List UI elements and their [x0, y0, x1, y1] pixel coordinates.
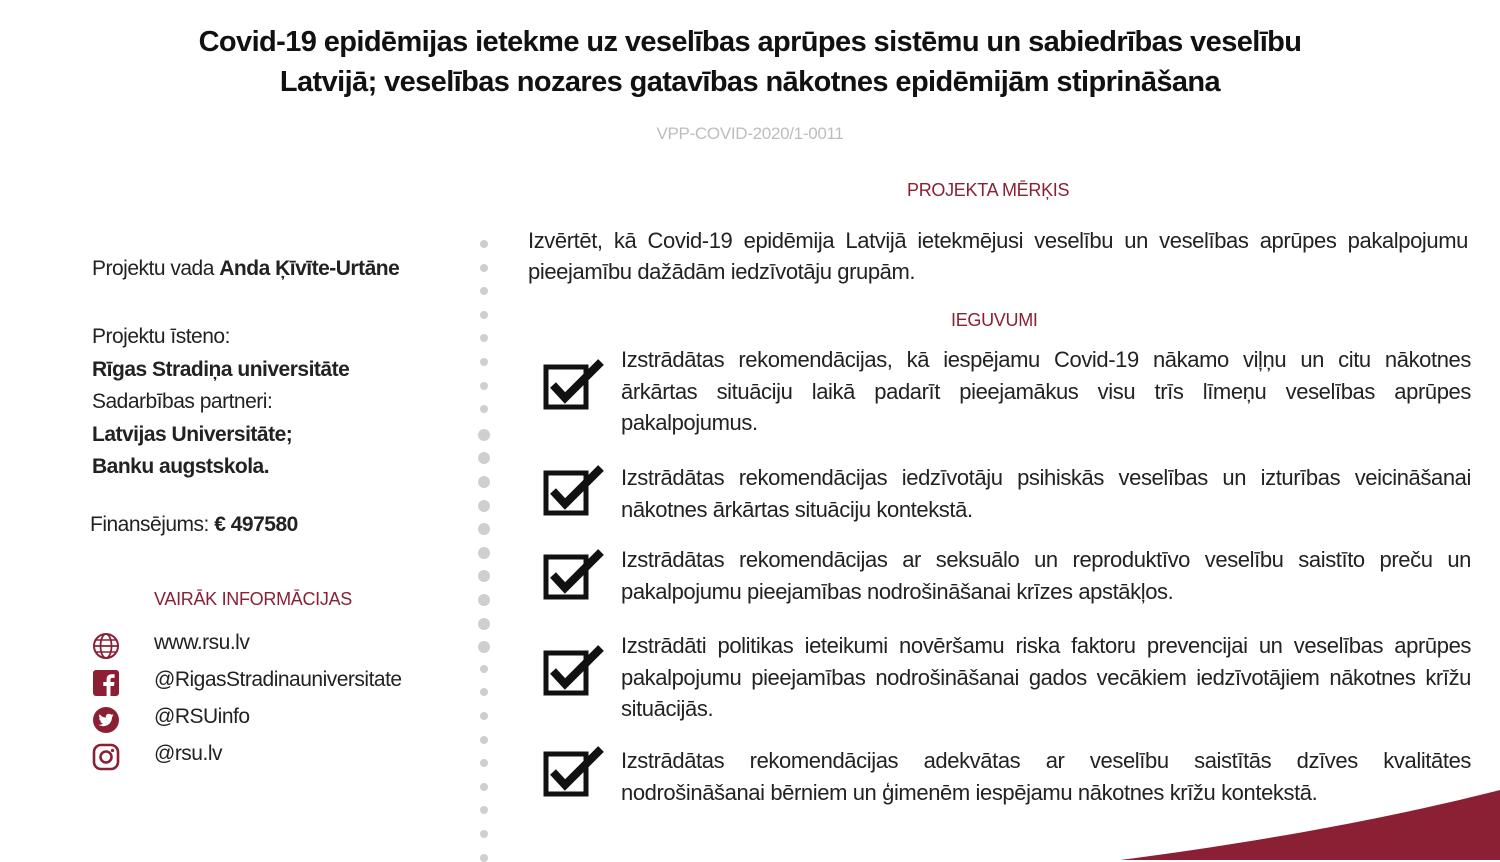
- contact-website[interactable]: [92, 629, 472, 661]
- divider-dot: [478, 476, 490, 488]
- divider-dot: [480, 264, 488, 272]
- checkbox-checked-icon: [543, 464, 605, 518]
- partners-label: Sadarbības partneri:: [92, 390, 273, 413]
- goal-heading: PROJEKTA MĒRĶIS: [907, 180, 1070, 200]
- page-title-line-1: Covid-19 epidēmijas ietekme uz veselības aprūpes sistēmu un sabiedrības veselību: [198, 26, 1302, 58]
- contact-twitter[interactable]: [92, 703, 472, 735]
- divider-dot: [480, 830, 488, 838]
- benefit-text: Izstrādātas rekomendācijas, kā iespējamu Covid-19 nākamo viļņu un citu nākotnes ārkārtas situāciju laikā padarīt pieejamākus visu trīs līmeņu veselības aprūpes pakalpojumus.: [621, 347, 1471, 435]
- dotted-divider: [478, 236, 490, 860]
- implementer-name: Rīgas Stradiņa universitāte: [92, 357, 350, 381]
- twitter-icon: [92, 706, 120, 734]
- divider-dot: [480, 854, 488, 862]
- facebook-icon: [92, 669, 120, 697]
- checkbox-checked-icon: [543, 644, 605, 698]
- checkbox-checked-icon: [543, 745, 605, 799]
- implementer-label: Projektu īsteno:: [92, 325, 230, 348]
- checkbox-checked-icon: [543, 548, 605, 602]
- project-lead-label: Projektu vada: [92, 257, 220, 280]
- divider-dot: [478, 641, 490, 653]
- divider-dot: [478, 523, 490, 535]
- corner-accent-shape: [1120, 790, 1500, 860]
- contact-text: www.rsu.lv: [154, 631, 250, 654]
- contact-text: @RSUinfo: [154, 705, 250, 728]
- page-title: [0, 22, 1500, 102]
- divider-dot: [480, 240, 488, 248]
- instagram-icon: [92, 743, 120, 771]
- contact-text: @RigasStradinauniversitate: [154, 668, 402, 691]
- divider-dot: [478, 547, 490, 559]
- funding-label: Finansējums:: [90, 513, 215, 536]
- funding: [90, 513, 298, 537]
- checkbox-checked-icon: [543, 358, 605, 412]
- divider-dot: [478, 452, 490, 464]
- divider-dot: [480, 688, 488, 696]
- benefit-text: Izstrādātas rekomendācijas iedzīvotāju psihiskās veselības un izturības veicināšanai nākotnes ārkārtas situāciju kontekstā.: [621, 465, 1471, 522]
- contact-facebook[interactable]: [92, 666, 472, 698]
- divider-dot: [480, 712, 488, 720]
- benefit-text: Izstrādāti politikas ieteikumi novēršamu riska faktoru prevencijai un veselības aprūpes pakalpojumu pieejamības nodrošināšanai gados vecākiem iedzīvotājiem nākotnes krīžu situācijās.: [621, 633, 1471, 721]
- contact-text: @rsu.lv: [154, 742, 222, 765]
- globe-icon: [92, 632, 120, 660]
- benefit-text: Izstrādātas rekomendācijas adekvātas ar veselību saistītās dzīves kvalitātes nodrošināšanai bērniem un ģimenēm iespējamu nākotnes krīžu kontekstā.: [621, 748, 1471, 805]
- contact-instagram[interactable]: [92, 740, 472, 772]
- project-lead: [92, 257, 399, 281]
- divider-dot: [480, 783, 488, 791]
- goal-text: Izvērtēt, kā Covid-19 epidēmija Latvijā ietekmējusi veselību un veselības aprūpes pakalpojumu pieejamību dažādām iedzīvotāju grupām.: [528, 228, 1468, 284]
- divider-dot: [480, 736, 488, 744]
- divider-dot: [478, 429, 490, 441]
- page-title-line-2: Latvijā; veselības nozares gatavības nākotnes epidēmijām stiprināšana: [279, 66, 1221, 98]
- more-info-heading: VAIRĀK INFORMĀCIJAS: [154, 589, 352, 609]
- divider-dot: [478, 570, 490, 582]
- divider-dot: [480, 287, 488, 295]
- funding-value: € 497580: [214, 513, 298, 536]
- divider-dot: [480, 358, 488, 366]
- divider-dot: [480, 311, 488, 319]
- divider-dot: [480, 405, 488, 413]
- divider-dot: [480, 334, 488, 342]
- project-lead-name: Anda Ķīvīte-Urtāne: [219, 257, 400, 280]
- divider-dot: [478, 594, 490, 606]
- benefit-text: Izstrādātas rekomendācijas ar seksuālo un reproduktīvo veselību saistīto preču un pakalpojumu pieejamības nodrošināšanai krīzes apstākļos.: [621, 547, 1471, 604]
- divider-dot: [480, 382, 488, 390]
- divider-dot: [478, 618, 490, 630]
- divider-dot: [480, 806, 488, 814]
- partner-item: Latvijas Universitāte;: [92, 422, 293, 446]
- divider-dot: [480, 665, 488, 673]
- divider-dot: [478, 500, 490, 512]
- benefits-heading: IEGUVUMI: [951, 310, 1038, 330]
- partner-item: Banku augstskola.: [92, 455, 270, 478]
- divider-dot: [480, 759, 488, 767]
- implementers-block: [92, 321, 349, 484]
- project-code: VPP-COVID-2020/1-0011: [656, 124, 844, 143]
